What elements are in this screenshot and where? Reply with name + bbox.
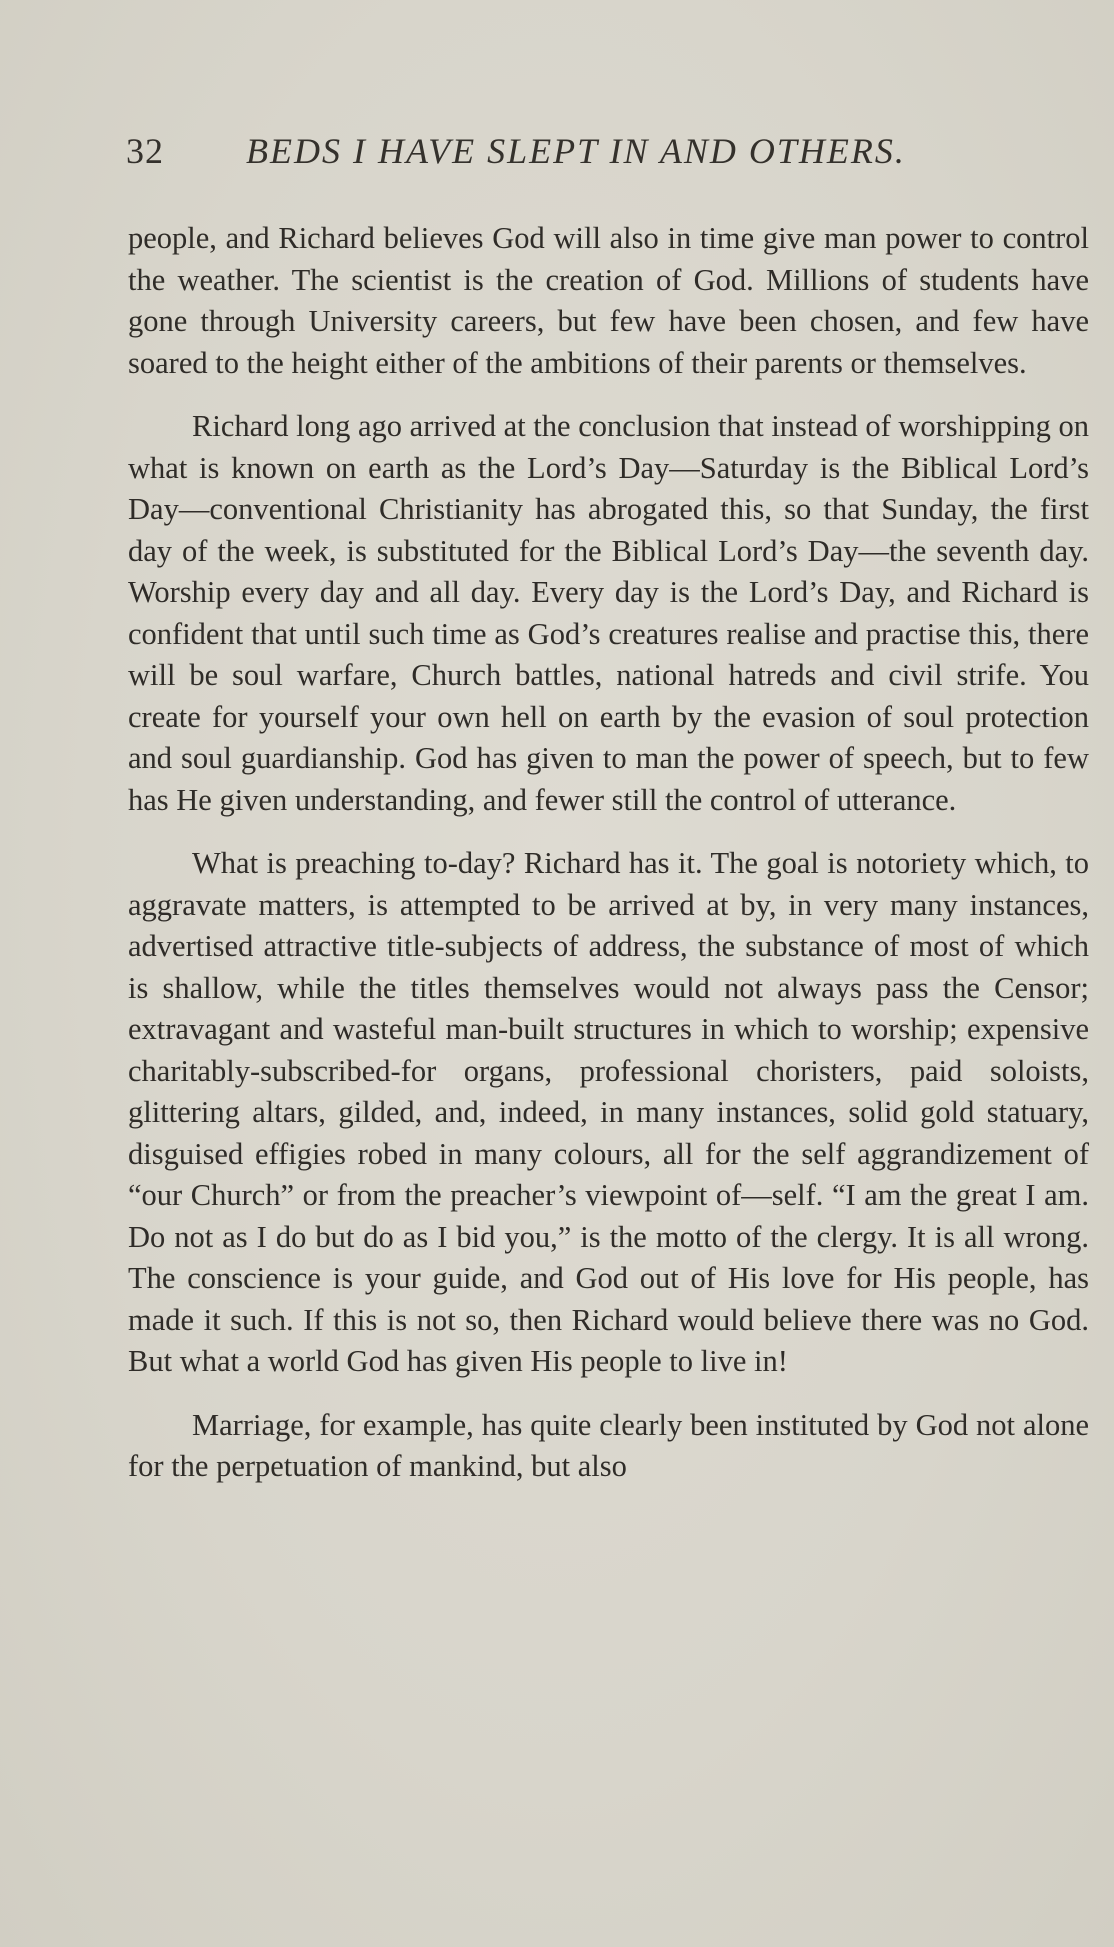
paragraph-4: Marriage, for example, has quite clearly been instituted by God not alone for the perpetuation of mankind, but also [128,1407,1089,1483]
paragraph-1: people, and Richard believes God will also in time give man power to control the weather. The scientist is the creation of God. Millions of students have gone through University careers, but few have been chosen, and few have soared to the height either of the ambitions of their parents or themselves. [128,221,1089,380]
running-head [126,130,1086,178]
page-number: 32 [126,131,164,171]
paragraph-3: What is preaching to-day? Richard has it. The goal is notoriety which, to aggravate matters, is attempted to be arrived at by, in very many instances, advertised attractive title-subjects of address, the substance of most of which is shallow, while the titles themselves would not always pass the Censor; extravagant and wasteful man-built structures in which to worship; expensive charitably-subscribed-for organs, professional choristers, paid soloists, glittering altars, gilded, and, indeed, in many instances, solid gold statuary, disguised effigies robed in many colours, all for the self aggrandizement of “our Church” or from the preacher’s viewpoint of—self. “I am the great I am. Do not as I do but do as I bid you,” is the motto of the clergy. It is all wrong. The conscience is your guide, and God out of His love for His people, has made it such. If this is not so, then Richard would believe there was no God. But what a world God has given His people to live in! [128,846,1089,1378]
body-text [128,218,1089,1488]
paragraph-2: Richard long ago arrived at the conclusion that instead of worshipping on what is known on earth as the Lord’s Day—Saturday is the Biblical Lord’s Day—conventional Christianity has abrogated this, so that Sunday, the first day of the week, is substituted for the Biblical Lord’s Day—the seventh day. Worship every day and all day. Every day is the Lord’s Day, and Richard is confident that until such time as God’s creatures realise and practise this, there will be soul warfare, Church battles, national hatreds and civil strife. You create for yourself your own hell on earth by the evasion of soul protection and soul guardianship. God has given to man the power of speech, but to few has He given understanding, and fewer still the control of utterance. [128,409,1089,817]
book-title: BEDS I HAVE SLEPT IN AND OTHERS. [246,131,906,171]
